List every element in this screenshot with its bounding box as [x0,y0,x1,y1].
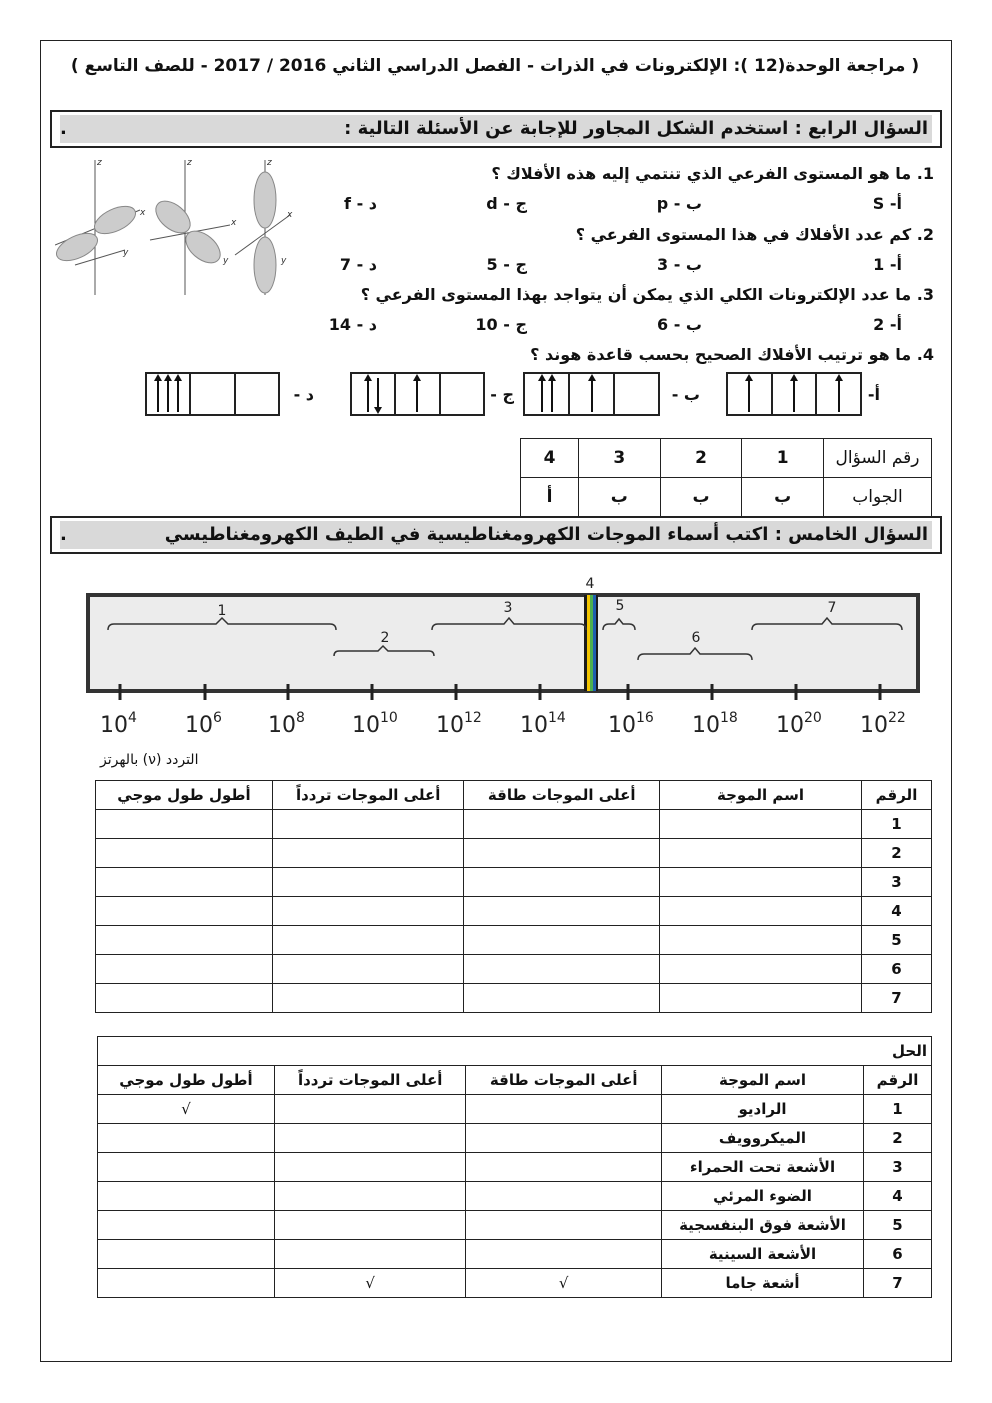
answer-cell[interactable] [464,897,660,926]
page-title: ( مراجعة الوحدة(12 ): الإلكترونات في الذرات - الفصل الدراسي الثاني 2016 / 2017 - للصف التاسع ) [70,56,920,76]
cell: 2 [660,439,742,478]
tick-label: $10^8$ [268,710,305,738]
highest-frequency-cell [274,1153,465,1182]
column-header: أعلى الموجات تردداً [274,1066,465,1095]
cell: 3 [578,439,660,478]
answer-cell[interactable] [272,868,463,897]
highest-energy-cell [466,1211,662,1240]
table-row [521,439,932,478]
tick-label: $10^{10}$ [352,710,398,738]
longest-wavelength-cell [98,1211,275,1240]
q1-option-b[interactable]: ب - p [656,194,702,213]
q3-option-b[interactable]: ب - 6 [657,315,702,334]
highest-energy-cell [466,1124,662,1153]
q4-option-c-label[interactable]: ج - [490,385,514,404]
answer-cell[interactable] [464,955,660,984]
answer-cell[interactable] [464,868,660,897]
column-header: أعلى الموجات تردداً [272,781,463,810]
highest-energy-cell [466,1240,662,1269]
axis-x-label: x [231,218,237,228]
longest-wavelength-cell [98,1240,275,1269]
column-header: الرقم [862,781,932,810]
answer-cell[interactable] [660,926,862,955]
axis-x-label: x [287,210,293,220]
table-row [96,810,932,839]
band-label-5: 5 [615,598,625,614]
q4-option-d-diagram[interactable] [145,372,280,416]
question-1: 1. ما هو المستوى الفرعي الذي تنتمي إليه هذه الأفلاك ؟ [491,164,934,183]
answer-cell[interactable] [96,984,273,1013]
table-header-row [96,781,932,810]
table-row [96,839,932,868]
q1-option-a[interactable]: أ- S [872,194,902,213]
column-header: أطول طول موجي [98,1066,275,1095]
table-row [98,1095,932,1124]
answer-cell[interactable] [464,839,660,868]
tick-label: $10^{20}$ [776,710,822,738]
waves-table [95,780,932,1013]
column-header: الرقم [864,1066,932,1095]
heading-text: السؤال الرابع : استخدم الشكل المجاور للإجابة عن الأسئلة التالية : [344,118,928,139]
cell: ب [660,478,742,517]
orbital-px [55,160,140,295]
tick-label: $10^6$ [185,710,222,738]
q2-option-b[interactable]: ب - 3 [657,255,702,274]
question-3: 3. ما عدد الإلكترونات الكلي الذي يمكن أن يتواجد بهذا المستوى الفرعي ؟ [360,285,934,304]
answer-cell[interactable] [272,839,463,868]
highest-frequency-cell [274,1240,465,1269]
answer-cell[interactable] [660,955,862,984]
longest-wavelength-cell: √ [98,1095,275,1124]
heading-text: السؤال الخامس : اكتب أسماء الموجات الكهرومغناطيسية في الطيف الكهرومغناطيسي [164,524,928,545]
longest-wavelength-cell [98,1182,275,1211]
q1-option-c[interactable]: ج - d [486,194,527,213]
longest-wavelength-cell [98,1153,275,1182]
answer-cell[interactable] [272,926,463,955]
question-2: 2. كم عدد الأفلاك في هذا المستوى الفرعي ؟ [575,225,934,244]
row-number: 4 [862,897,932,926]
orbital-py [150,160,230,295]
answer-cell[interactable] [272,955,463,984]
answer-cell[interactable] [272,897,463,926]
answer-cell[interactable] [96,868,273,897]
cell: 1 [742,439,824,478]
row-number: 1 [864,1095,932,1124]
question-4-heading [50,110,942,148]
longest-wavelength-cell [98,1124,275,1153]
row-number: 3 [864,1153,932,1182]
column-header: أعلى الموجات طاقة [466,1066,662,1095]
axis-x-label: x [140,208,146,218]
answer-cell[interactable] [96,955,273,984]
wave-name: الراديو [662,1095,864,1124]
tick-label: $10^4$ [100,710,137,738]
row-number: 7 [862,984,932,1013]
highest-frequency-cell [274,1211,465,1240]
q4-option-b-label[interactable]: ب - [671,385,700,404]
q2-option-a[interactable]: أ- 1 [873,255,902,274]
answer-cell[interactable] [660,868,862,897]
tick-label: $10^{18}$ [692,710,738,738]
answer-cell[interactable] [96,897,273,926]
answer-cell[interactable] [660,839,862,868]
axis-z-label: z [187,158,192,168]
row-number: 5 [862,926,932,955]
band-label-3: 3 [503,600,513,616]
q2-option-c[interactable]: ج - 5 [486,255,527,274]
q4-option-d-label[interactable]: د - [293,385,314,404]
em-spectrum-diagram [80,570,930,750]
table-row [98,1182,932,1211]
q4-option-c-diagram[interactable] [350,372,485,416]
table-row [96,926,932,955]
wave-name: الأشعة فوق البنفسجية [662,1211,864,1240]
answer-cell[interactable] [464,810,660,839]
answer-cell[interactable] [96,810,273,839]
column-header: اسم الموجة [662,1066,864,1095]
tick-label: $10^{16}$ [608,710,654,738]
tick-label: $10^{12}$ [436,710,482,738]
answer-cell[interactable] [96,926,273,955]
highest-frequency-cell [274,1124,465,1153]
q1-option-d[interactable]: د - f [344,194,377,213]
orbital-pz [235,160,290,295]
longest-wavelength-cell [98,1269,275,1298]
wave-name: الأشعة السينية [662,1240,864,1269]
row-number: 6 [862,955,932,984]
table-row [98,1124,932,1153]
answer-cell[interactable] [660,897,862,926]
table-row [98,1269,932,1298]
cell: 4 [521,439,579,478]
cell: ب [578,478,660,517]
table-row [96,868,932,897]
answer-table [520,438,932,517]
answer-cell[interactable] [272,984,463,1013]
heading-dot: . [60,524,67,545]
row-number: 7 [864,1269,932,1298]
answer-label: الجواب [824,478,932,517]
band-label-6: 6 [691,630,701,646]
band-label-7: 7 [827,600,837,616]
table-row [96,955,932,984]
highest-frequency-cell [274,1182,465,1211]
band-label-1: 1 [217,603,227,619]
wave-name: الأشعة تحت الحمراء [662,1153,864,1182]
question-5-heading [50,516,942,554]
wave-name: الضوء المرئي [662,1182,864,1211]
cell: ب [742,478,824,517]
q2-option-d[interactable]: د - 7 [339,255,377,274]
column-header: أطول طول موجي [96,781,273,810]
highest-energy-cell: √ [466,1269,662,1298]
table-row [98,1211,932,1240]
wave-name: أشعة جاما [662,1269,864,1298]
highest-frequency-cell [274,1095,465,1124]
row-number: 2 [862,839,932,868]
tick-label: $10^{14}$ [520,710,566,738]
tick-label: $10^{22}$ [860,710,906,738]
row-number: 3 [862,868,932,897]
table-row [521,478,932,517]
axis-z-label: z [267,158,272,168]
table-row [98,1153,932,1182]
highest-energy-cell [466,1153,662,1182]
heading-dot: . [60,118,67,139]
q3-option-c[interactable]: ج - 10 [475,315,527,334]
table-row [96,984,932,1013]
question-4: 4. ما هو ترتيب الأفلاك الصحيح بحسب قاعدة هوند ؟ [530,345,934,364]
row-number: 5 [864,1211,932,1240]
column-header: اسم الموجة [660,781,862,810]
solution-table [97,1036,932,1298]
highest-energy-cell [466,1095,662,1124]
question-number-label: رقم السؤال [824,439,932,478]
band-label-4: 4 [585,576,595,592]
q3-option-d[interactable]: د - 14 [328,315,377,334]
table-row [98,1240,932,1269]
row-number: 6 [864,1240,932,1269]
wave-name: الميكروويف [662,1124,864,1153]
answer-cell[interactable] [660,984,862,1013]
highest-frequency-cell: √ [274,1269,465,1298]
table-header-row [98,1066,932,1095]
axis-z-label: z [97,158,102,168]
row-number: 1 [862,810,932,839]
q4-option-b-diagram[interactable] [523,372,660,416]
q4-option-a-label[interactable]: أ- [867,385,880,404]
q4-option-a-diagram[interactable] [726,372,862,416]
cell: أ [521,478,579,517]
frequency-axis-label: التردد (ν) بالهرتز [100,752,199,768]
axis-y-label: y [281,256,287,266]
answer-cell[interactable] [96,839,273,868]
answer-cell[interactable] [272,810,463,839]
highest-energy-cell [466,1182,662,1211]
p-orbitals-figure [55,155,305,300]
q3-option-a[interactable]: أ- 2 [873,315,902,334]
row-number: 2 [864,1124,932,1153]
row-number: 4 [864,1182,932,1211]
column-header: أعلى الموجات طاقة [464,781,660,810]
answer-cell[interactable] [464,926,660,955]
band-label-2: 2 [380,630,390,646]
axis-y-label: y [223,256,229,266]
solution-title: الحل [98,1037,932,1066]
solution-title-row [98,1037,932,1066]
axis-y-label: y [123,248,129,258]
answer-cell[interactable] [660,810,862,839]
answer-cell[interactable] [464,984,660,1013]
table-row [96,897,932,926]
